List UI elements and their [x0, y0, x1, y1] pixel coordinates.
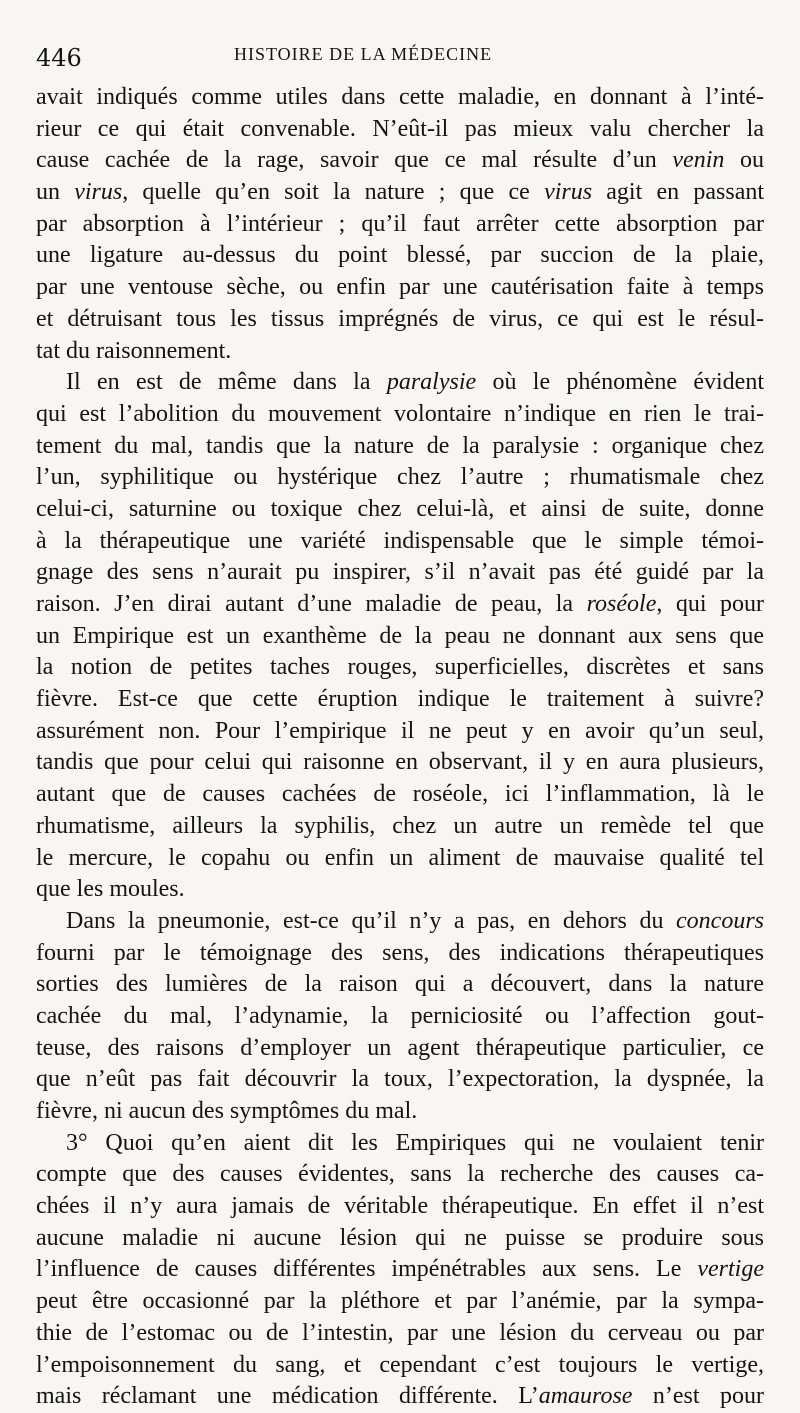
- book-page: [36, 30, 765, 1410]
- text-line: cause cachée de la rage, savoir que ce mal résulte d’un venin ou: [36, 147, 765, 174]
- text-line: thie de l’estomac ou de l’intestin, par une lésion du cerveau ou par: [36, 1319, 764, 1346]
- page-header: [36, 30, 764, 70]
- text-line: peut être occasionné par la pléthore et par l’anémie, par la sympa-: [36, 1288, 764, 1315]
- text-line: teuse, des raisons d’employer un agent thérapeutique particulier, ce: [36, 1034, 764, 1061]
- text-line: rieur ce qui était convenable. N’eût-il pas mieux valu chercher la: [36, 115, 764, 142]
- text-line: par absorption à l’intérieur ; qu’il faut arrêter cette absorption par: [36, 210, 764, 237]
- text-line: l’un, syphilitique ou hystérique chez l’autre ; rhumatismale chez: [36, 464, 764, 491]
- text-line: assurément non. Pour l’empirique il ne peut y en avoir qu’un seul,: [36, 717, 764, 744]
- text-line: tandis que pour celui qui raisonne en observant, il y en aura plusieurs,: [36, 749, 764, 776]
- text-line: celui-ci, saturnine ou toxique chez celui-là, et ainsi de suite, donne: [36, 495, 764, 522]
- text-line: cachée du mal, l’adynamie, la perniciosité ou l’affection gout-: [36, 1002, 764, 1029]
- text-line: aucune maladie ni aucune lésion qui ne puisse se produire sous: [36, 1224, 764, 1251]
- body-text: [36, 82, 764, 1413]
- text-line: un virus, quelle qu’en soit la nature ; que ce virus agit en passant: [36, 179, 765, 206]
- text-line: la notion de petites taches rouges, superficielles, discrètes et sans: [36, 654, 764, 681]
- page-number: 446: [36, 44, 82, 72]
- text-line: que les moules.: [36, 876, 185, 903]
- italic-term: roséole: [586, 591, 657, 617]
- text-line: rhumatisme, ailleurs la syphilis, chez un autre un remède tel que: [36, 812, 764, 839]
- text-line: à la thérapeutique une variété indispensable que le simple témoi-: [36, 527, 764, 554]
- text-line: gnage des sens n’aurait pu inspirer, s’il n’avait pas été guidé par la: [36, 559, 764, 586]
- text-line: avait indiqués comme utiles dans cette maladie, en donnant à l’inté-: [36, 84, 764, 110]
- text-line: mais réclamant une médication différente. L’amaurose n’est pour: [36, 1383, 764, 1410]
- running-title: HISTOIRE DE LA MÉDECINE: [234, 44, 493, 64]
- text-line: raison. J’en dirai autant d’une maladie de peau, la roséole, qui pour: [36, 591, 764, 617]
- text-line: un Empirique est un exanthème de la peau ne donnant aux sens que: [36, 622, 764, 649]
- text-line: autant que de causes cachées de roséole, ici l’inflammation, là le: [36, 781, 764, 808]
- text-line: sorties des lumières de la raison qui a découvert, dans la nature: [36, 971, 764, 998]
- italic-term: paralysie: [386, 369, 477, 396]
- italic-term: virus: [544, 179, 593, 206]
- italic-term: virus: [74, 179, 123, 206]
- italic-term: vertige: [697, 1256, 764, 1283]
- italic-term: venin: [672, 147, 725, 174]
- text-line: le mercure, le copahu ou enfin un aliment de mauvaise qualité tel: [36, 844, 764, 871]
- text-line: Il en est de même dans la paralysie où le phénomène évident: [66, 369, 764, 396]
- text-line: chées il n’y aura jamais de véritable thérapeutique. En effet il n’est: [36, 1193, 764, 1220]
- text-line: et détruisant tous les tissus imprégnés de virus, ce qui est le résul-: [36, 305, 764, 332]
- text-line: tat du raisonnement.: [36, 337, 232, 364]
- italic-term: concours: [676, 907, 764, 934]
- text-line: une ligature au-dessus du point blessé, par succion de la plaie,: [36, 242, 764, 269]
- text-line: par une ventouse sèche, ou enfin par une cautérisation faite à temps: [36, 274, 764, 301]
- text-line: que n’eût pas fait découvrir la toux, l’expectoration, la dyspnée, la: [36, 1066, 764, 1093]
- text-line: Dans la pneumonie, est-ce qu’il n’y a pas, en dehors du concours: [66, 907, 764, 934]
- text-line: fièvre. Est-ce que cette éruption indique le traitement à suivre?: [36, 686, 764, 713]
- text-line: 3° Quoi qu’en aient dit les Empiriques qui ne voulaient tenir: [66, 1129, 764, 1156]
- text-line: fièvre, ni aucun des symptômes du mal.: [36, 1098, 418, 1124]
- italic-term: amaurose: [538, 1383, 633, 1410]
- text-line: fourni par le témoignage des sens, des indications thérapeutiques: [36, 939, 764, 966]
- text-line: l’empoisonnement du sang, et cependant c’est toujours le vertige,: [36, 1351, 764, 1378]
- text-line: qui est l’abolition du mouvement volontaire n’indique en rien le trai-: [36, 400, 764, 427]
- text-line: tement du mal, tandis que la nature de la paralysie : organique chez: [36, 432, 764, 459]
- text-line: l’influence de causes différentes impénétrables aux sens. Le vertige: [36, 1256, 764, 1283]
- text-line: compte que des causes évidentes, sans la recherche des causes ca-: [36, 1161, 764, 1188]
